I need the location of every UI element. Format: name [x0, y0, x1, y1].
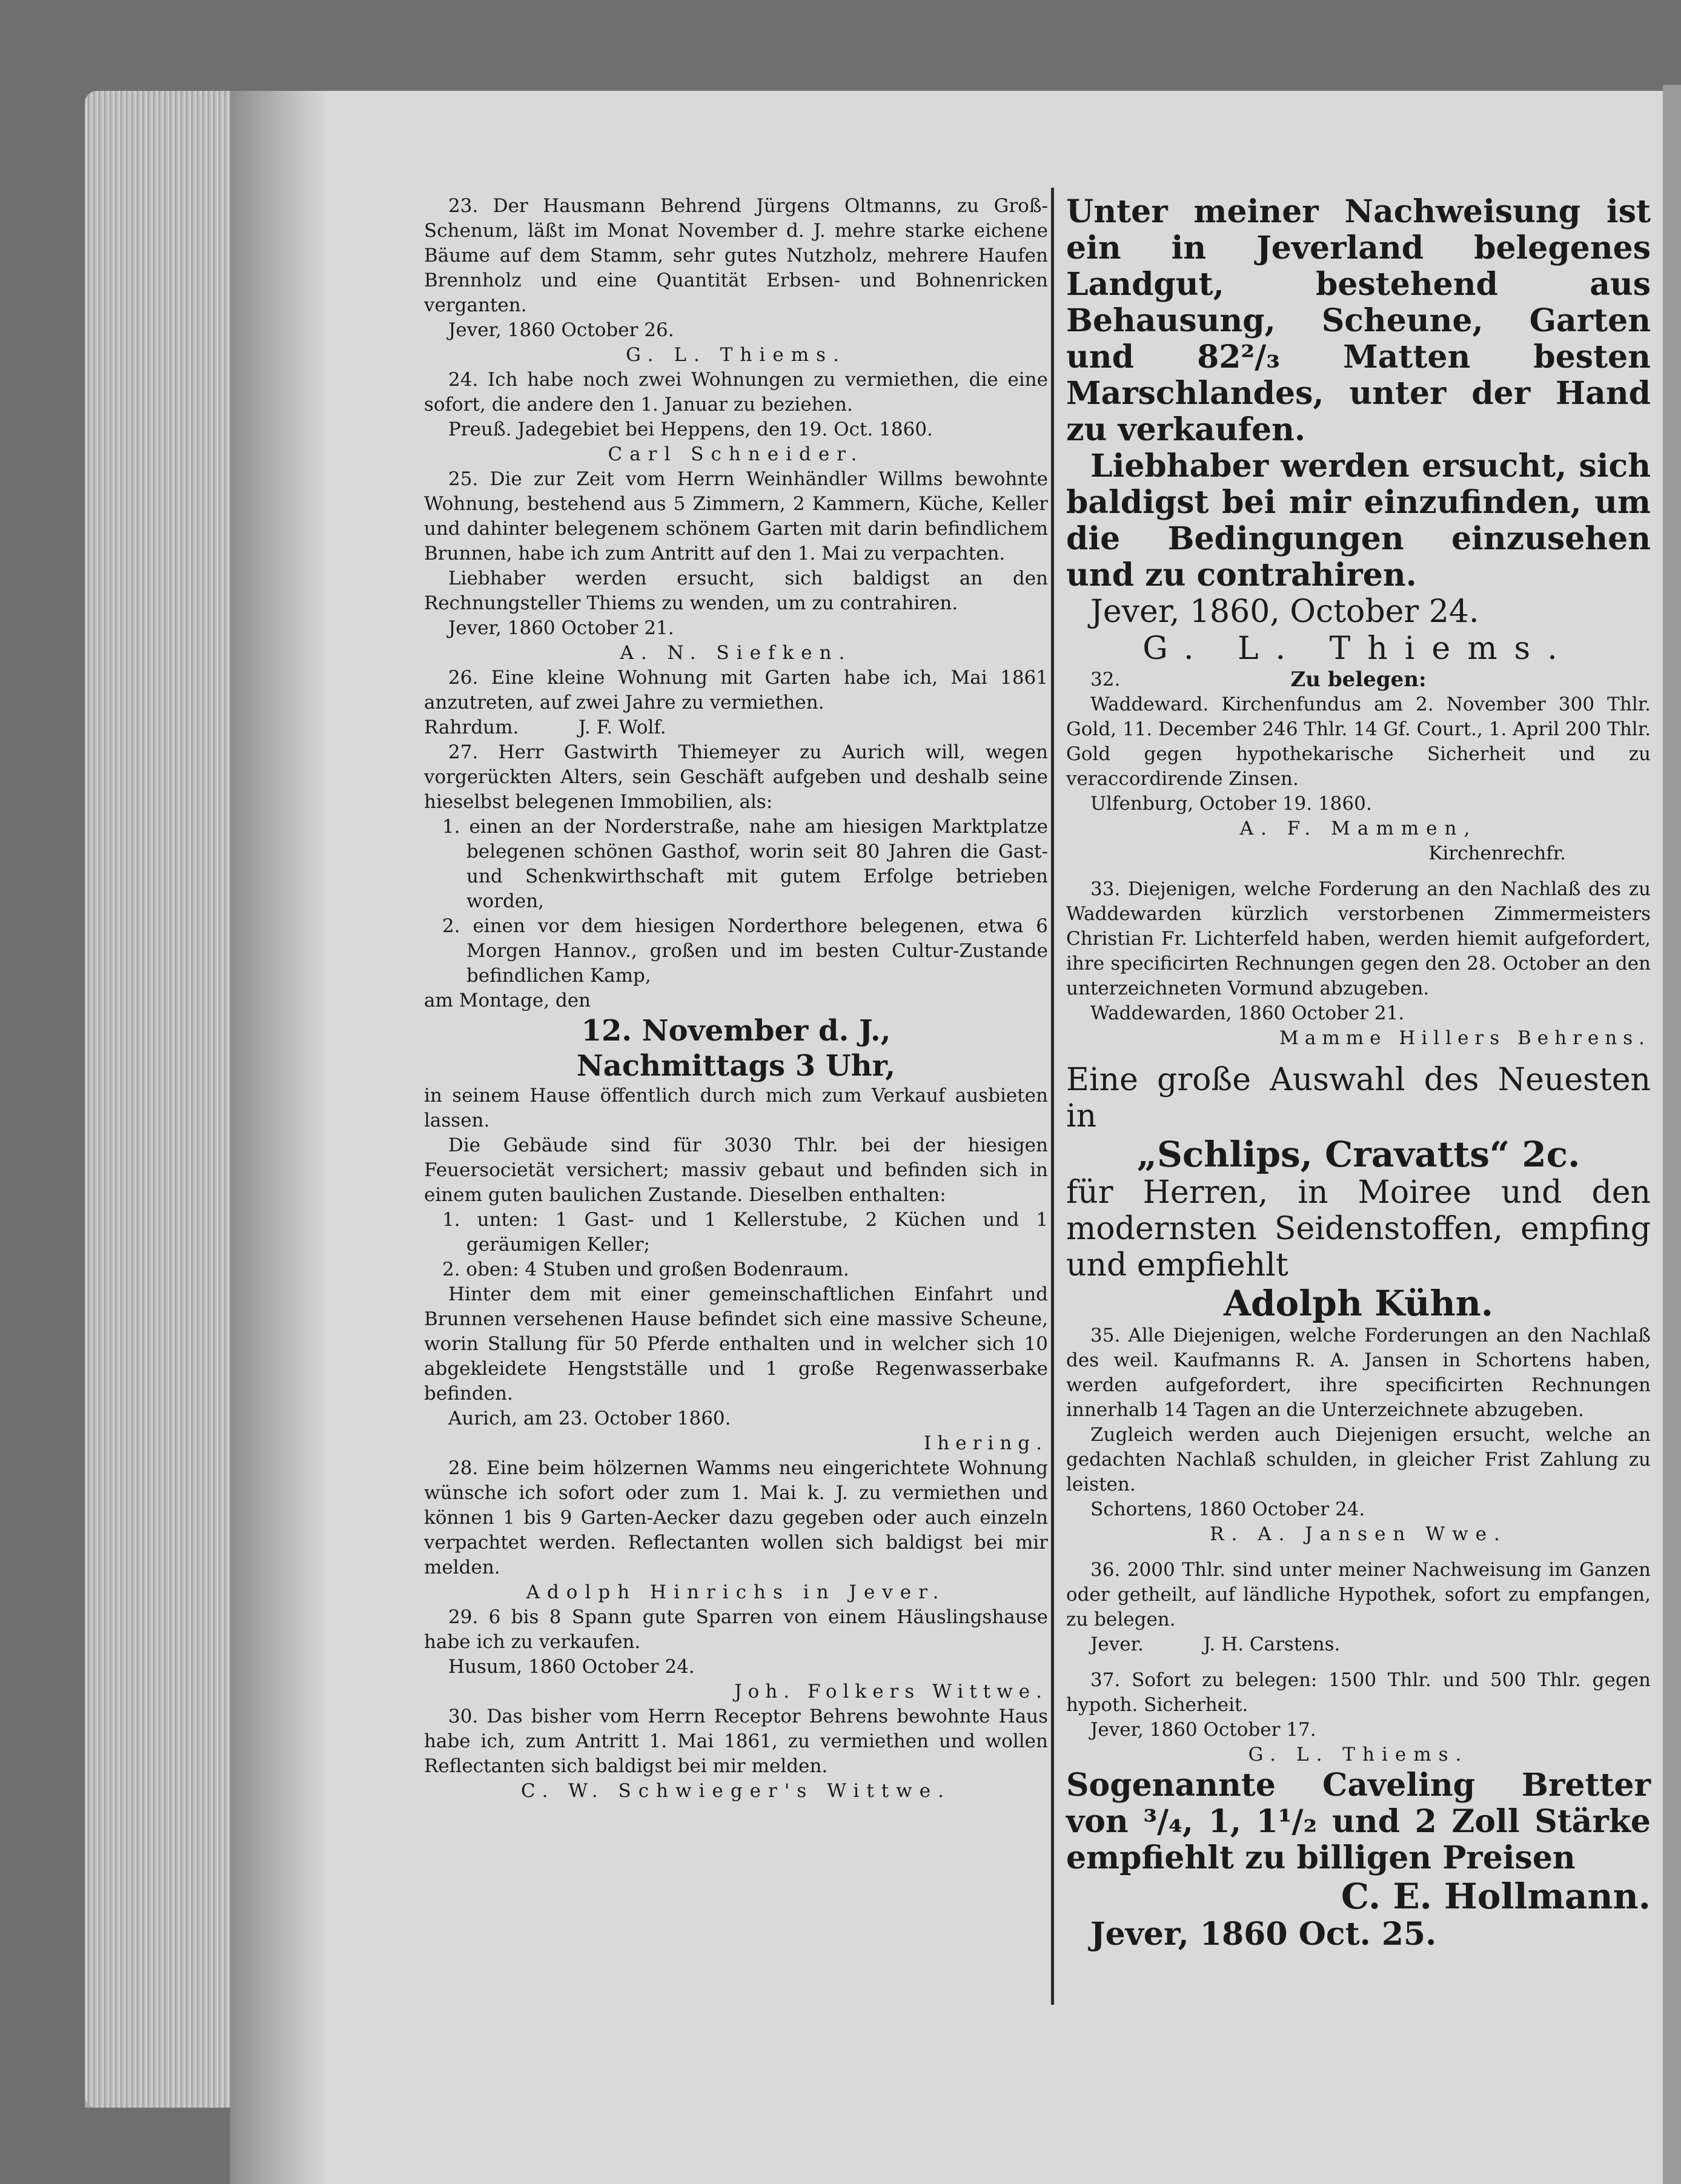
notice-signature: Joh. Folkers Wittwe.	[734, 1681, 1048, 1703]
notice-37	[1066, 1668, 1651, 1767]
notice-body: 23. Der Hausmann Behrend Jürgens Oltmanns, zu Groß-Schenum, läßt im Monat November d. J. mehre starke eichene Bäume auf dem Stamm, sehr gutes Nutzholz, mehrere Haufen Brennholz und eine Quantität Erbsen- und Bohnenricken verganten.	[424, 195, 1048, 316]
list-item: 1. einen an der Norderstraße, nahe am hiesigen Marktplatze belegenen schönen Gasthof, worin seit 80 Jahren die Gast- und Schenkwirthschaft mit gutem Erfolge betrieben worden,	[442, 816, 1048, 912]
notice-body: 24. Ich habe noch zwei Wohnungen zu vermiethen, die eine sofort, die andere den 1. Januar zu beziehen.	[424, 369, 1048, 415]
notice-signature: R. A. Jansen Wwe.	[1210, 1523, 1507, 1545]
next-page-edge	[1663, 85, 1681, 2184]
ad-place: Jever, 1860 Oct. 25.	[1090, 1916, 1437, 1953]
notice-body: 28. Eine beim hölzernen Wamms neu eingerichtete Wohnung wünsche ich sofort oder zum 1. Mai k. J. zu vermiethen und können 1 bis 9 Garten-Aecker dazu gegeben oder auch einzeln verpachtet werden. Reflectanten wollen sich baldigst bei mir melden.	[424, 1457, 1048, 1578]
auction-time: Nachmittags 3 Uhr,	[576, 1049, 896, 1083]
notice-place: Jever, 1860 October 21.	[448, 617, 674, 639]
column-divider	[1051, 188, 1054, 2005]
notice-place: Jever, 1860 October 17.	[1090, 1719, 1316, 1741]
ad-place: Jever, 1860, October 24.	[1090, 594, 1479, 630]
notice-place: Preuß. Jadegebiet bei Heppens, den 19. Oct. 1860.	[448, 419, 933, 440]
notice-signature: A. F. Mammen,	[1239, 818, 1477, 839]
right-column	[1066, 194, 1651, 1953]
ad-body: Sogenannte Caveling Bretter von ³/₄, 1, 1¹/₂ und 2 Zoll Stärke empfiehlt zu billigen Preisen	[1066, 1767, 1651, 1876]
ad-body: Unter meiner Nachweisung ist ein in Jeverland belegenes Landgut, bestehend aus Behausung, Scheune, Garten und 82²/₃ Matten besten Marschlandes, unter der Hand zu verkaufen.	[1066, 193, 1651, 448]
notice-body: 25. Die zur Zeit vom Herrn Weinhändler Willms bewohnte Wohnung, bestehend aus 5 Zimmern, 2 Kammern, Küche, Keller und dahinter belegenem schönem Garten mit darin befindlichem Brunnen, habe ich zum Antritt auf den 1. Mai zu verpachten.	[424, 468, 1048, 564]
notice-25	[424, 467, 1048, 666]
notice-body-3: in seinem Hause öffentlich durch mich zum Verkauf ausbieten lassen.	[424, 1085, 1048, 1131]
notice-body-5: Hinter dem mit einer gemeinschaftlichen Einfahrt und Brunnen versehenen Hause befindet sich eine massive Scheune, worin Stallung für 50 Pferde enthalten und in welcher sich 10 abgekleidete Hengstställe und 1 große Regenwasserbake befinden.	[424, 1283, 1048, 1405]
notice-place: Schortens, 1860 October 24.	[1090, 1498, 1365, 1520]
notice-body: 35. Alle Diejenigen, welche Forderungen an den Nachlaß des weil. Kaufmanns R. A. Jansen in Schortens haben, werden aufgefordert, ihre specificirten Rechnungen innerhalb 14 Tagen an die Unterzeichnete abzugeben.	[1066, 1325, 1651, 1421]
notice-place: Ulfenburg, October 19. 1860.	[1090, 793, 1372, 815]
list-item: 2. oben: 4 Stuben und großen Bodenraum.	[442, 1259, 849, 1280]
notice-30	[424, 1704, 1048, 1804]
notice-role: Kirchenrechfr.	[1428, 842, 1566, 864]
ad-signature: Adolph Kühn.	[1223, 1283, 1494, 1324]
notice-signature: A. N. Siefken.	[620, 642, 852, 664]
notice-body: 29. 6 bis 8 Spann gute Sparren von einem Häuslingshause habe ich zu verkaufen.	[424, 1606, 1048, 1653]
notice-place: Aurich, am 23. October 1860.	[448, 1408, 731, 1429]
notice-number: 32.	[1090, 669, 1121, 690]
notice-body: 36. 2000 Thlr. sind unter meiner Nachweisung im Ganzen oder getheilt, auf ländliche Hypothek, sofort zu empfangen, zu belegen.	[1066, 1559, 1651, 1630]
left-column	[424, 194, 1048, 1804]
notice-29	[424, 1605, 1048, 1704]
notice-signature: Carl Schneider.	[608, 443, 864, 465]
estate-ad	[1066, 194, 1651, 667]
notice-27	[424, 740, 1048, 1456]
notice-body: 33. Diejenigen, welche Forderung an den Nachlaß des zu Waddewarden kürzlich verstorbenen Zimmermeisters Christian Fr. Lichterfeld haben, werden hiemit aufgefordert, ihre specificirten Rechnungen gegen den 28. October an den unterzeichneten Vormund abzugeben.	[1066, 878, 1651, 999]
notice-place: Jever, 1860 October 26.	[448, 319, 674, 341]
notice-body: 26. Eine kleine Wohnung mit Garten habe ich, Mai 1861 anzutreten, auf zwei Jahre zu vermiethen.	[424, 667, 1048, 713]
ad-line-1: Eine große Auswahl des Neuesten in	[1066, 1062, 1651, 1134]
notice-signature: G. L. Thiems.	[1248, 1744, 1469, 1765]
notice-32	[1066, 667, 1651, 866]
notice-36	[1066, 1558, 1651, 1657]
page-edges	[85, 91, 230, 2108]
notice-33	[1066, 877, 1651, 1051]
notice-signature: G. L. Thiems.	[626, 344, 846, 366]
notice-23	[424, 194, 1048, 368]
ad-headline: „Schlips, Cravatts“ 2c.	[1136, 1134, 1580, 1175]
notice-signature: Mamme Hillers Behrens.	[1279, 1027, 1651, 1049]
notice-body-2: Liebhaber werden ersucht, sich baldigst an den Rechnungsteller Thiems zu wenden, um zu contrahiren.	[424, 568, 1048, 614]
notice-body: Waddeward. Kirchenfundus am 2. November 300 Thlr. Gold, 11. December 246 Thlr. 14 Gf. Court., 1. April 200 Thlr. Gold gegen hypothekarische Sicherheit und zu veraccordirende Zinsen.	[1066, 693, 1651, 790]
ad-signature: G. L. Thiems.	[1142, 630, 1574, 667]
notice-lead: am Montage, den	[424, 990, 591, 1011]
notice-signature: Ihering.	[924, 1432, 1048, 1454]
notice-signature-line: Rahrdum. J. F. Wolf.	[424, 716, 666, 738]
auction-date: 12. November d. J.,	[581, 1014, 891, 1048]
notice-body: 27. Herr Gastwirth Thiemeyer zu Aurich will, wegen vorgerückten Alters, sein Geschäft aufgeben und deshalb seine hieselbst belegenen Immobilien, als:	[424, 741, 1048, 813]
notice-body: 30. Das bisher vom Herrn Receptor Behrens bewohnte Haus habe ich, zum Antritt 1. Mai 1861, zu vermiethen und wollen Reflectanten sich baldigst bei mir melden.	[424, 1706, 1048, 1777]
notice-28	[424, 1456, 1048, 1605]
list-item: 2. einen vor dem hiesigen Norderthore belegenen, etwa 6 Morgen Hannov., großen und im besten Cultur-Zustande befindlichen Kamp,	[442, 915, 1048, 987]
notice-26	[424, 666, 1048, 740]
ad-signature: C. E. Hollmann.	[1341, 1876, 1651, 1917]
notice-body: 37. Sofort zu belegen: 1500 Thlr. und 500 Thlr. gegen hypoth. Sicherheit.	[1066, 1669, 1651, 1716]
ad-body-2: Liebhaber werden ersucht, sich baldigst bei mir einzufinden, um die Bedingungen einzusehen und zu contrahiren.	[1066, 448, 1651, 594]
notice-place: Waddewarden, 1860 October 21.	[1090, 1002, 1405, 1024]
gutter-shadow	[230, 91, 327, 2184]
notice-24	[424, 368, 1048, 467]
notice-signature: Adolph Hinrichs in Jever.	[526, 1581, 946, 1603]
notice-body-4: Die Gebäude sind für 3030 Thlr. bei der hiesigen Feuersocietät versichert; massiv gebaut und befinden sich in einem guten baulichen Zustande. Dieselben enthalten:	[424, 1134, 1048, 1206]
boards-ad	[1066, 1767, 1651, 1953]
tie-ad	[1066, 1062, 1651, 1323]
notice-place: Husum, 1860 October 24.	[448, 1656, 695, 1678]
notice-signature-line: Jever. J. H. Carstens.	[1090, 1633, 1341, 1655]
list-item: 1. unten: 1 Gast- und 1 Kellerstube, 2 Küchen und 1 geräumigen Keller;	[442, 1209, 1048, 1256]
notice-body-2: Zugleich werden auch Diejenigen ersucht, welche an gedachten Nachlaß schulden, in gleicher Frist Zahlung zu leisten.	[1066, 1424, 1651, 1495]
notice-35	[1066, 1323, 1651, 1547]
notice-heading: Zu belegen:	[1290, 667, 1427, 692]
ad-line-3: für Herren, in Moiree und den modernsten Seidenstoffen, empfing und empfiehlt	[1066, 1174, 1651, 1283]
notice-signature: C. W. Schwieger's Wittwe.	[520, 1780, 951, 1802]
